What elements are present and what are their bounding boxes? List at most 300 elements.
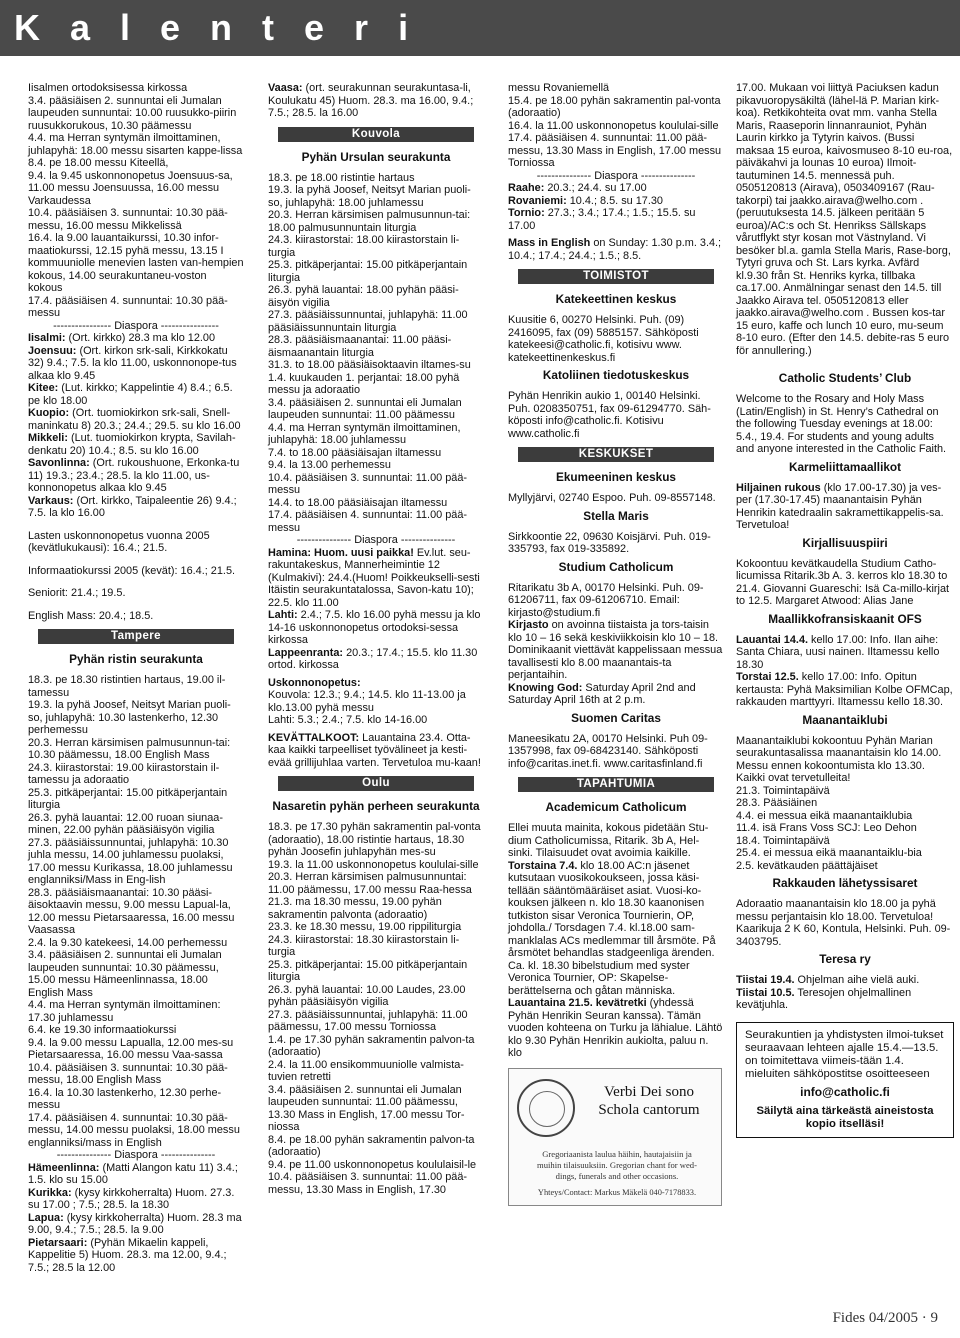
- entry-text: 20.3.; 24.4. su 17.00: [544, 182, 647, 194]
- entry-text: Kuusitie 6, 00270 Helsinki. Puh. (09) 2416095, fax (09) 5885157. Sähköposti katekeesi@catholic.fi, kotisivu www. katekeettinenkeskus.fi: [508, 314, 699, 364]
- spacer: [28, 520, 244, 530]
- calendar-entry: [736, 797, 954, 810]
- entry-text: 2.4. la 11.00 ensikommuuniolle valmista-tuvien retretti: [268, 1058, 464, 1083]
- entry-label: KEVÄTTALKOOT:: [268, 731, 360, 744]
- calendar-entry: [268, 459, 484, 472]
- calendar-entry: [268, 1159, 484, 1172]
- calendar-entry: [28, 1062, 244, 1087]
- entry-text: on Sunday: 1.30 p.m. 3.4.; 10.4.; 17.4.; 24.4.; 1.5.; 8.5.: [508, 237, 722, 262]
- entry-text: English Mass: 20.4.; 18.5.: [28, 609, 154, 622]
- contact-email[interactable]: info@catholic.fi: [800, 1084, 890, 1099]
- entry-text: 3.4. pääsiäisen 2. sunnuntai eli Jumalan laupeuden sunnuntai: 10.30 päämessu, 15.00 messu Hämeenlinnassa, 18.00 English Mass: [28, 949, 222, 999]
- section-heading: Stella Maris: [583, 508, 649, 523]
- calendar-entry: [508, 95, 724, 120]
- entry-text: 26.3. pyhä lauantai: 18.00 pyhän pääsi-äisyön vigilia: [268, 284, 459, 309]
- entry-label: Uskonnonopetus:: [268, 676, 361, 689]
- section-heading: Pyhän ristin seurakunta: [69, 652, 203, 666]
- calendar-entry: [508, 195, 724, 208]
- entry-label: Knowing God:: [508, 681, 583, 694]
- calendar-entry: [268, 472, 484, 497]
- section-heading: Pyhän Ursulan seurakunta: [301, 149, 451, 164]
- entry-text: 9.4. pe 11.00 uskonnonopetus koululaisil-le: [268, 1158, 477, 1171]
- calendar-entry: [28, 837, 244, 887]
- section-heading: Maallikkofransiskaanit OFS: [768, 611, 922, 626]
- calendar-entry: [508, 132, 724, 170]
- choir-advert: [508, 1068, 722, 1206]
- calendar-entry: [268, 309, 484, 334]
- advert-line: muihin tilaisuuksiin. Gregorian chant for wed-: [537, 1159, 697, 1170]
- calendar-entry: [736, 634, 954, 672]
- section-banner: TAPAHTUMIA: [518, 777, 714, 792]
- entry-text: 10.4. pääsiäisen 3. sunnuntai: 11.00 pää-messu, 13.30 Mass in English, 17.30: [268, 1171, 468, 1196]
- calendar-entry: [736, 835, 954, 848]
- calendar-entry: [268, 859, 484, 872]
- entry-label: Hämeenlinna:: [28, 1161, 100, 1174]
- calendar-entry: [28, 1162, 244, 1187]
- calendar-entry: [736, 558, 954, 608]
- entry-text: Ohjelman aihe vielä auki.: [794, 974, 920, 986]
- calendar-entry: [268, 609, 484, 647]
- column-1: [28, 82, 244, 1274]
- entry-text: 28.3. Pääsiäinen: [736, 797, 818, 809]
- calendar-entry: [268, 821, 484, 859]
- entry-text: 18.3. pe 17.30 pyhän sakramentin pal-vonta (adoraatio), 18.00 ristintie hartaus, 18.30 pyhän Joosefin juhlapyhän mes-su: [268, 821, 481, 858]
- entry-text: 26.3. pyhä lauantai: 10.00 Laudes, 23.00 pyhän pääsiäisyön vigilia: [268, 983, 466, 1008]
- entry-text: Maneesikatu 2A, 00170 Helsinki. Puh 09-1357998, fax 09-68423140. Sähköposti info@caritas.inet.fi. www.caritasfinland.fi: [508, 732, 708, 770]
- entry-text: 16.4. la 9.00 lauantaikurssi, 10.30 infor-maatiokurssi, 12.15 pyhä messu, 13.15 I kommuuniolle menevien lasten van-hempien kokous, 14.00 seurakuntaneu-voston kokous: [28, 232, 244, 294]
- deadline-notice-box: [736, 1022, 954, 1138]
- calendar-entry: [28, 82, 244, 95]
- entry-text: 24.3. kiirastorstai: 19.00 kiirastorstain il-tamessu ja adoraatio: [28, 761, 220, 786]
- entry-text: 24.3. kiirastorstai: 18.30 kiirastorstain li-turgia: [268, 933, 460, 958]
- entry-label: Lauantai 14.4.: [736, 633, 809, 646]
- entry-text: 20.3.; 17.4.; 15.5. klo 11.30 ortod. kirkossa: [268, 646, 478, 671]
- diaspora-divider: [28, 320, 244, 333]
- section-banner: Kouvola: [278, 127, 474, 142]
- entry-text: 9.4. la 9.00 messu Lapualla, 12.00 mes-su Pietarsaaressa, 16.00 messu Vaa-sassa: [28, 1036, 234, 1061]
- calendar-entry: [508, 390, 724, 440]
- entry-text: 17.4. pääsiäisen 4. sunnuntai: 11.00 pää-messu, 13.30 Mass in English, 17.00 messu Torniossa: [508, 132, 722, 169]
- entry-text: Saturday April 2nd and Saturday April 16th at 2 p.m.: [508, 681, 696, 706]
- page-title: K a l e n t e r i: [14, 7, 419, 48]
- entry-text: Welcome to the Rosary and Holy Mass (Latin/English) in St. Henry’s Cathedral on the following Tuesday evenings at 18.00: 5.4., 19.4. For students and young adults and anyone interested in the Catholic Faith.: [736, 393, 947, 455]
- entry-text: 1.4. kuukauden 1. perjantai: 18.00 pyhä messu ja adoraatio: [268, 371, 460, 396]
- entry-text: 10.4. pääsiäisen 3. sunnuntai: 10.30 pää-messu, 16.00 messu Mikkelissä: [28, 207, 228, 232]
- entry-text: 27.3. pääsiäissunnuntai, juhlapyhä: 11.00 pääsiäissunnuntain liturgia: [268, 309, 468, 334]
- calendar-entry: [508, 531, 724, 556]
- calendar-entry: [28, 295, 244, 320]
- calendar-entry: [28, 132, 244, 157]
- calendar-entry: [736, 735, 954, 785]
- entry-text: 9.4. la 9.45 uskonnonopetus Joensuus-sa, 11.00 messu Joensuussa, 16.00 messu Varkaudessa: [28, 169, 233, 207]
- calendar-entry: [268, 1034, 484, 1059]
- calendar-entry: [28, 432, 244, 457]
- calendar-entry: [28, 170, 244, 208]
- entry-text: 4.4. ma Herran syntymän ilmoittaminen, juhlapyhä: 18.00 messu sisarten kappe-lissa: [28, 132, 243, 157]
- calendar-entry: [268, 547, 484, 610]
- diaspora-divider: [268, 534, 484, 547]
- calendar-entry: [28, 207, 244, 232]
- section-heading: Teresa ry: [819, 952, 871, 966]
- entry-text: 20.3. Herran kärsimisen palmusunnun-tai: 10.30 päämessu, 18.00 English Mass: [28, 736, 231, 761]
- calendar-entry: [28, 1237, 244, 1275]
- entry-text: Sirkkoontie 22, 09630 Koisjärvi. Puh. 019-335793, fax 019-335892.: [508, 530, 711, 555]
- calendar-entry: [736, 898, 954, 948]
- entry-text: 25.3. pitkäperjantai: 15.00 pitkäperjantain liturgia: [268, 259, 468, 284]
- entry-text: 27.3.; 3.4.; 17.4.; 1.5.; 15.5. su 17.00: [508, 207, 696, 232]
- calendar-entry: [508, 207, 724, 232]
- entry-label: Joensuu:: [28, 344, 77, 357]
- calendar-entry: [508, 860, 724, 998]
- entry-text: 27.3. pääsiäissunnuntai, juhlapyhä: 10.30 juhla messu, 14.00 juhlamessu puolaksi, 17.00 messu Kurikassa, 18.00 juhlamessu englanniksi/Mass in Eng-lish: [28, 836, 233, 886]
- section-heading: Suomen Caritas: [571, 710, 661, 725]
- entry-text: 17.4. pääsiäisen 4. sunnuntai: 10.30 pää-messu, 14.00 messu puolaksi, 18.00 messu englanniksi/mass in English: [28, 1111, 240, 1149]
- entry-text: messu Rovaniemellä: [508, 82, 610, 94]
- entry-label: Hamina: Huom. uusi paikka!: [268, 546, 414, 559]
- calendar-entry: [28, 565, 244, 578]
- calendar-entry: [28, 382, 244, 407]
- entry-text: 28.3. pääsiäismaanantai: 11.00 pääsi-äismaanantain liturgia: [268, 334, 452, 359]
- calendar-entry: [268, 871, 484, 896]
- entry-label: Kirjasto: [508, 619, 549, 631]
- calendar-entry: [28, 332, 244, 345]
- calendar-entry: [28, 457, 244, 495]
- entry-label: Tornio:: [508, 207, 545, 219]
- calendar-entry: [508, 582, 724, 620]
- section-banner: KESKUKSET: [518, 447, 714, 462]
- entry-text: (kysy kirkkoherralta) Huom. 28.3 ma 9.00, 9.4.; 7.5.; 28.5. la 9.00: [28, 1211, 242, 1236]
- calendar-entry: [28, 762, 244, 787]
- calendar-entry: [268, 1134, 484, 1159]
- section-heading: Katekeettinen keskus: [555, 292, 677, 306]
- calendar-entry: [268, 647, 484, 672]
- entry-label: Vaasa:: [268, 82, 303, 94]
- section-heading: Academicum Catholicum: [545, 800, 687, 814]
- calendar-entry: [268, 447, 484, 460]
- calendar-entry: [28, 887, 244, 937]
- calendar-entry: [268, 732, 484, 770]
- entry-text: 28.3. pääsiäismaanantai: 10.30 pääsi-äisoktaavin messu, 9.00 messu Lapual-la, 12.00 messu Pietarsaaressa, 16.00 messu Vaasassa: [28, 886, 235, 936]
- entry-text: 18.3. pe 18.30 ristintien hartaus, 19.00 il-tamessu: [28, 674, 226, 699]
- calendar-entry: [736, 810, 954, 823]
- section-banner: Oulu: [278, 776, 474, 791]
- entry-text: Pyhän Henrikin aukio 1, 00140 Helsinki. Puh. 0208350751, fax 09-61294770. Säh-köposti info@catholic.fi. Kotisivu www.catholic.fi: [508, 390, 711, 440]
- calendar-entry: [268, 82, 484, 120]
- calendar-entry: [268, 397, 484, 422]
- entry-text: Iisalmen ortodoksisessa kirkossa: [28, 82, 188, 94]
- entry-label: Tiistai 10.5.: [736, 986, 795, 999]
- entry-text: Ritarikatu 3b A, 00170 Helsinki. Puh. 09-61206711, fax 09-61206710. Email: kirjasto@studium.fi: [508, 581, 704, 619]
- calendar-entry: [736, 671, 954, 709]
- entry-text: 7.4. to 18.00 pääsiäisajan iltamessu: [268, 446, 442, 459]
- entry-text: 25.3. pitkäperjantai: 15.00 pitkäperjantain liturgia: [268, 958, 468, 983]
- calendar-entry: [268, 984, 484, 1009]
- calendar-entry: [28, 610, 244, 623]
- entry-text: Myllyjärvi, 02740 Espoo. Puh. 09-8557148.: [508, 492, 716, 504]
- entry-text: kello 17.00: Info. Ilan aihe: Santa Chiara, uusi nainen. Iltamessu kello 18.30: [736, 633, 940, 671]
- entry-text: 23.3. ke 18.30 messu, 19.00 rippiliturgia: [268, 921, 462, 933]
- entry-text: 26.3. pyhä lauantai: 12.00 ruoan siunaa-minen, 22.00 pyhän pääsiäisyön vigilia: [28, 811, 223, 836]
- entry-text: 10.4. pääsiäisen 3. sunnuntai: 10.30 pää-messu, 18.00 English Mass: [28, 1061, 228, 1086]
- calendar-entry: [28, 1037, 244, 1062]
- entry-label: Pietarsaari:: [28, 1236, 88, 1249]
- calendar-entry: [736, 987, 954, 1012]
- entry-text: Teresojen ohjelmallinen kevätjuhla.: [736, 986, 912, 1011]
- calendar-entry: [28, 699, 244, 737]
- entry-label: Hiljainen rukous: [736, 481, 821, 494]
- entry-label: Lahti:: [268, 609, 298, 621]
- section-banner: Tampere: [38, 629, 234, 644]
- entry-label: Lauantaina 21.5. kevätretki: [508, 997, 647, 1009]
- calendar-entry: [268, 1059, 484, 1084]
- deadline-note: Säilytä aina tärkeästä aineistosta kopio itselläsi!: [756, 1104, 934, 1130]
- calendar-entry: [508, 120, 724, 133]
- entry-label: Tiistai 19.4.: [736, 974, 795, 986]
- deadline-text: Seurakuntien ja yhdistysten ilmoi-tukset seuraavaan lehteen ajalle 15.4.—13.5. on toimitettava viimeis-tään 1.4. mieluiten sähköpostitse osoitteeseen: [745, 1028, 944, 1080]
- calendar-entry: [28, 157, 244, 170]
- calendar-entry: [28, 1024, 244, 1037]
- entry-text: (Ort. kirkko, Taipaleentie 26) 9.4.; 7.5. la klo 16.00: [28, 494, 237, 519]
- entry-label: Mikkeli:: [28, 432, 68, 444]
- entry-text: (Matti Alangon katu 11) 3.4.; 1.5. klo su 15.00: [28, 1161, 238, 1186]
- advert-title-line: Verbi Dei sono: [604, 1083, 694, 1100]
- entry-text: (Ort. kirkon srk-sali, Kirkkokatu 32) 9.4.; 7.5. la klo 11.00, uskonnonope-tus alkaa klo 9.45: [28, 344, 237, 382]
- section-heading: Catholic Students’ Club: [778, 371, 912, 385]
- calendar-entry: [268, 184, 484, 209]
- calendar-entry: [508, 237, 724, 262]
- calendar-entry: [736, 482, 954, 532]
- entry-label: Iisalmi:: [28, 332, 66, 344]
- section-heading: Katoliinen tiedotuskeskus: [542, 368, 690, 382]
- calendar-entry: [268, 334, 484, 359]
- page-header: [0, 0, 960, 56]
- entry-text: Kouvola: 12.3.; 9.4.; 14.5. klo 11-13.00 ja klo.13.00 pyhä messu: [268, 689, 466, 714]
- entry-text: 21.3. ma 18.30 messu, 19.00 pyhän sakramentin palvonta (adoraatio): [268, 896, 442, 921]
- entry-text: on avoinna tiistaista ja tors-taisin klo 10 – 16 sekä keskiviikkoisin klo 10 – 18.: [508, 619, 719, 644]
- calendar-entry: [28, 937, 244, 950]
- entry-label: Lappeenranta:: [268, 646, 344, 659]
- entry-text: (Pyhän Mikaelin kappeli, Kappelitie 5) Huom. 28.3. ma 12.00, 9.4.; 7.5.; 28.5 la 12.00: [28, 1236, 227, 1274]
- entry-text: 9.4. la 13.00 perhemessu: [268, 459, 391, 471]
- calendar-entry: [268, 509, 484, 534]
- spacer: [28, 600, 244, 610]
- entry-text: 15.4. pe 18.00 pyhän sakramentin pal-vonta (adoraatio): [508, 94, 721, 119]
- entry-text: 3.4. pääsiäisen 2. sunnuntai eli Jumalan laupeuden sunnuntai: 11.00 päämessu, 13.30 Mass in English, 17.00 messu Tor-niossa: [268, 1083, 465, 1133]
- entry-text: (Ort. tuomiokirkon srk-sali, Snell-maninkatu 8) 20.3.; 24.4.; 29.5. su klo 16.00: [28, 407, 241, 432]
- entry-text: Kokoontuu kevätkaudella Studium Catho-licumissa Ritarik.3b A. 3. kerros klo 18.30 to 21.4. Giovanni Guareschi: Isä Ca-millo-kirjat to 12.5. Margaret Atwood: Alias Jane: [736, 557, 950, 607]
- calendar-entry: [508, 182, 724, 195]
- calendar-entry: [736, 393, 954, 456]
- entry-text: (yhdessä Pyhän Henrikin Seuran kanssa). Tämän vuoden kohteena on Turku ja lähialue. Lähtö klo 9.30 Pyhän Henrikin aukiolta, paluu n. klo: [508, 997, 723, 1059]
- entry-label: Mass in English: [508, 237, 591, 249]
- calendar-entry: [28, 737, 244, 762]
- calendar-entry: [28, 1112, 244, 1150]
- calendar-entry: [268, 921, 484, 934]
- calendar-entry: [736, 785, 954, 798]
- page-footer: Fides 04/2005 · 9: [832, 1310, 938, 1326]
- calendar-entry: [268, 1084, 484, 1134]
- calendar-entry: [268, 209, 484, 234]
- entry-text: 25.3. pitkäperjantai: 15.00 pitkäperjantain liturgia: [28, 786, 228, 811]
- advert-title: [589, 1083, 709, 1119]
- section-banner: TOIMISTOT: [518, 269, 714, 284]
- section-heading: Kirjallisuuspiiri: [802, 535, 888, 550]
- calendar-entry: [268, 359, 484, 372]
- entry-text: (kysy kirkkoherralta) Huom. 27.3. su 17.00 ; 7.5.; 28.5. la 18.30: [28, 1186, 235, 1211]
- entry-text: 21.3. Toimintapäivä: [736, 784, 830, 797]
- section-heading: Nasaretin pyhän perheen seurakunta: [272, 799, 480, 813]
- calendar-entry: [268, 422, 484, 447]
- entry-text: 24.3. kiirastorstai: 18.00 kiirastorstain li-turgia: [268, 234, 460, 259]
- entry-text: 2.5. kevätkauden päättäjäiset: [736, 859, 878, 872]
- entry-text: 31.3. to 18.00 pääsiäisoktaavin iltames-su: [268, 359, 471, 371]
- calendar-entry: [28, 812, 244, 837]
- entry-text: 25.4. ei messua eikä maanantaiklu-bia: [736, 847, 922, 859]
- entry-text: Seniorit: 21.4.; 19.5.: [28, 587, 126, 599]
- calendar-entry: [28, 587, 244, 600]
- entry-text: (Ort. kirkko) 28.3 ma klo 12.00: [65, 332, 216, 344]
- calendar-entry: [268, 934, 484, 959]
- entry-text: 10.4. pääsiäisen 3. sunnuntai: 11.00 pää-messu: [268, 471, 468, 496]
- calendar-entry: [268, 497, 484, 510]
- section-heading: Ekumeeninen keskus: [556, 470, 676, 484]
- calendar-entry: [268, 372, 484, 397]
- calendar-entry: [268, 677, 484, 690]
- entry-text: 20.3. Herran kärsimisen palmusunnuntai: 11.00 päämessu, 17.00 messu Raa-hessa: [268, 871, 472, 896]
- calendar-entry: [268, 172, 484, 185]
- entry-text: 17.4. pääsiäisen 4. sunnuntai: 10.30 pää-messu: [28, 294, 228, 319]
- calendar-entry: [736, 847, 954, 860]
- entry-text: 19.3. la 11.00 uskonnonopetus koululai-sille: [268, 858, 479, 871]
- entry-text: klo 18.00 AC:n jäsenet kutsutaan vuosikokoukseen, jossa käsi-tellään sääntömääräiset asiat. Vuosi-ko-kouksen jälkeen n. klo 18.30 kaanonisen tutkiston sisar Veronica Tournierin, OP, johdolla./ Torsdagen 7.4. kl.18.00 sam-manklalas ACs medlemmar till årsmöte. På årsmötet behandlas stadgeenliga ärenden. Ca. kl. 18.30 bibelstudium med syster Veronica Tournier, OP: Skapelse-berättelserna och gåtan människa.: [508, 859, 716, 997]
- entry-text: Ev.lut. seu-rakuntakeskus, Mannerheimintie 12 (Kulmakivi): 24.4.(Huom! Poikkeukselli-sesti Itäistin seurakuntatalossa, Savon-katu 10); 22.5. klo 11.00: [268, 546, 480, 609]
- advert-line: Gregoriaanista laulua häihin, hautajaisiin ja: [542, 1148, 692, 1159]
- calendar-entry: [28, 1087, 244, 1112]
- entry-text: Lauantaina 23.4. Otta-kaa kaikki tarpeelliset työvälineet ja kesti-evää grillijuhlaa varten. Tervetuloa mu-kaan!: [268, 731, 481, 769]
- section-heading: Karmeliittamaallikot: [788, 459, 902, 474]
- calendar-entry: [508, 82, 724, 95]
- calendar-entry: [508, 997, 724, 1060]
- calendar-entry: [28, 495, 244, 520]
- entry-text: 10.4.; 8.5. su 17.30: [566, 194, 663, 207]
- entry-text: --------------- Diaspora ---------------: [56, 1149, 216, 1161]
- calendar-entry: [508, 733, 724, 771]
- entry-label: Varkaus:: [28, 494, 74, 507]
- entry-label: Torstaina 7.4.: [508, 859, 578, 872]
- calendar-entry: [508, 314, 724, 364]
- entry-text: Lasten uskonnonopetus vuonna 2005 (kevätlukukausi): 16.4.; 21.5.: [28, 529, 210, 554]
- entry-text: (ort. seurakunnan seurakuntasa-li, Koulukatu 45) Huom. 28.3. ma 16.00, 9.4.; 7.5.; 28.5. la 16.00: [268, 82, 474, 119]
- entry-text: (Ort. rukoushuone, Erkonka-tu 11) 19.3.; 23.4.; 28.5. la klo 11.00, us-konnonopetus alkaa klo 9.45: [28, 457, 240, 494]
- calendar-entry: [28, 787, 244, 812]
- calendar-entry: [28, 345, 244, 383]
- advert-line: dings, funerals and other occasions.: [555, 1170, 679, 1181]
- calendar-entry: [28, 949, 244, 999]
- calendar-entry: [508, 822, 724, 860]
- entry-text: 4.4. ma Herran syntymän ilmoittaminen: 17.30 juhlamessu: [28, 999, 221, 1024]
- spacer: [28, 555, 244, 565]
- entry-label: Kurikka:: [28, 1186, 72, 1199]
- entry-text: 27.3. pääsiäissunnuntai, juhlapyhä: 11.00 päämessu, 17.00 messu Torniossa: [268, 1008, 468, 1033]
- entry-text: ---------------- Diaspora ----------------: [53, 319, 219, 332]
- section-heading: Studium Catholicum: [558, 559, 674, 574]
- calendar-entry: [28, 232, 244, 295]
- entry-text: 17.00. Mukaan voi liittyä Paciuksen kadun pikavuoropysäkiltä (lähel-lä P. Marian kirk-koa). Retkikohteita ovat mm. vanha Stella Maris, Raaseporin linnanrauniot, Pyhän Laurin kirkko ja Tytyrin kaivos. (Bussi maksaa 15 euroa, kaivosmuseo 8-10 eu-roa, päiväkahvi ja lounas 10 euroa) Ilmoit-tautuminen 14.5. mennessä puh. 0505120813 (Airava), 0503409167 (Rau-takorpi) tai jaakko.airava@welho.com . (peruutuksesta 14.5. jälkeen peritään 5 euroa)/AC:s och St. Henrikss Sällskaps vårutflykt styr kosan mot Västnyland. Vi besöker bl.a. gamla Stella Maris, Rase-borg, Tytyri gruva och St. Lars kyrka. Avfärd kl.9.30 från St. Henriks kyrka, tillbaka ca.17.00. Anmälningar senast den 14.5. till Jaakko Airava tel. 0505120813 eller jaakko.airava@welho.com . Bussen kos-tar 15 euro, kaffe och lunch 10 euro, mu-seum 8-10 euro. (Efter den 14.5. debite-ras 5 euro för annullering.): [736, 82, 953, 357]
- calendar-entry: [268, 259, 484, 284]
- entry-text: 16.4. la 11.00 uskonnonopetus koululai-sille: [508, 119, 719, 132]
- calendar-entry: [28, 674, 244, 699]
- entry-label: Lapua:: [28, 1211, 64, 1224]
- calendar-entry: [28, 1187, 244, 1212]
- entry-text: Lahti: 5.3.; 2.4.; 7.5. klo 14-16.00: [268, 714, 428, 726]
- entry-text: 14.4. to 18.00 pääsiäisajan iltamessu: [268, 496, 448, 509]
- calendar-entry: [268, 714, 484, 727]
- entry-text: kello 17.00: Info. Opitun kertausta: Pyhä Maksimilian Kolbe OFMCap, rakkauden marttyyri. Iltamessu kello 18.30.: [736, 671, 953, 708]
- entry-text: 3.4. pääsiäisen 2. sunnuntai eli Jumalan laupeuden sunnuntai: 11.00 päämessu: [268, 396, 462, 421]
- advert-contact: Yhteys/Contact: Markus Mäkelä 040-7178833.: [537, 1187, 697, 1197]
- diaspora-divider: [508, 170, 724, 183]
- section-heading: Maanantaiklubi: [802, 712, 888, 727]
- entry-text: 11.4. isä Frans Voss SCJ: Leo Dehon: [736, 822, 917, 834]
- calendar-entry: [28, 999, 244, 1024]
- entry-label: Kuopio:: [28, 407, 70, 419]
- entry-text: 16.4. la 10.30 lastenkerho, 12.30 perhe-messu: [28, 1086, 222, 1111]
- column-3: [508, 82, 724, 1206]
- entry-label: Savonlinna:: [28, 457, 90, 469]
- calendar-entry: [736, 822, 954, 835]
- entry-text: (Lut. tuomiokirkon krypta, Savilah-denkatu 20) 10.4.; 8.5. su klo 16.00: [28, 432, 236, 457]
- entry-text: 18.3. pe 18.00 ristintie hartaus: [268, 171, 415, 184]
- entry-text: 2.4.; 7.5. klo 16.00 pyhä messu ja klo 14-16 uskonnonopetus ortodoksi-sessa kirkossa: [268, 609, 481, 646]
- calendar-entry: [268, 689, 484, 714]
- calendar-entry: [268, 234, 484, 259]
- calendar-entry: [508, 644, 724, 682]
- diaspora-divider: [28, 1149, 244, 1162]
- advert-description: [519, 1149, 715, 1182]
- entry-label: Torstai 12.5.: [736, 671, 799, 683]
- entry-text: 20.3. Herran kärsimisen palmusunnun-tai: 18.00 palmusunnuntain liturgia: [268, 209, 471, 234]
- calendar-entry: [268, 284, 484, 309]
- entry-text: 2.4. la 9.30 katekeesi, 14.00 perhemessu: [28, 936, 228, 949]
- calendar-entry: [508, 619, 724, 644]
- column-4: [736, 82, 954, 1138]
- calendar-entry: [28, 95, 244, 133]
- entry-text: 19.3. la pyhä Joosef, Neitsyt Marian puoli-so, juhlapyhä: 18.00 juhlamessu: [268, 184, 471, 209]
- entry-label: Kitee:: [28, 382, 59, 394]
- entry-text: 18.4. Toimintapäivä: [736, 834, 830, 847]
- calendar-entry: [508, 492, 724, 505]
- entry-text: Informaatiokurssi 2005 (kevät): 16.4.; 21.5.: [28, 564, 236, 577]
- spacer: [736, 357, 954, 367]
- entry-text: 8.4. pe 18.00 pyhän sakramentin palvon-ta (adoraatio): [268, 1133, 475, 1158]
- section-heading: Rakkauden lähetyssisaret: [772, 876, 918, 890]
- calendar-entry: [268, 959, 484, 984]
- entry-text: 1.4. pe 17.30 pyhän sakramentin palvon-ta (adoraatio): [268, 1033, 475, 1058]
- entry-text: 17.4. pääsiäisen 4. sunnuntai: 11.00 pää-messu: [268, 509, 468, 534]
- calendar-entry: [268, 1009, 484, 1034]
- entry-text: 3.4. pääsiäisen 2. sunnuntai eli Jumalan laupeuden sunnuntai: 10.00 ruusukko-piirin ruusukkorukous, 10.30 päämessu: [28, 94, 237, 132]
- calendar-entry: [736, 974, 954, 987]
- entry-text: 6.4. ke 19.30 informaatiokurssi: [28, 1024, 177, 1036]
- entry-text: 4.4. ma Herran syntymän ilmoittaminen, juhlapyhä: 18.00 juhlamessu: [268, 421, 461, 446]
- entry-text: --------------- Diaspora ---------------: [296, 534, 456, 546]
- calendar-entry: [736, 82, 954, 357]
- advert-title-line: Schola cantorum: [598, 1101, 700, 1118]
- calendar-entry: [28, 407, 244, 432]
- entry-label: Raahe:: [508, 182, 545, 194]
- entry-text: Maanantaiklubi kokoontuu Pyhän Marian seurakuntasalissa maanantaisin klo 14.00. Messu ennen kokoontumista klo 13.30. Kaikki ovat tervetulleita!: [736, 734, 942, 784]
- calendar-entry: [508, 682, 724, 707]
